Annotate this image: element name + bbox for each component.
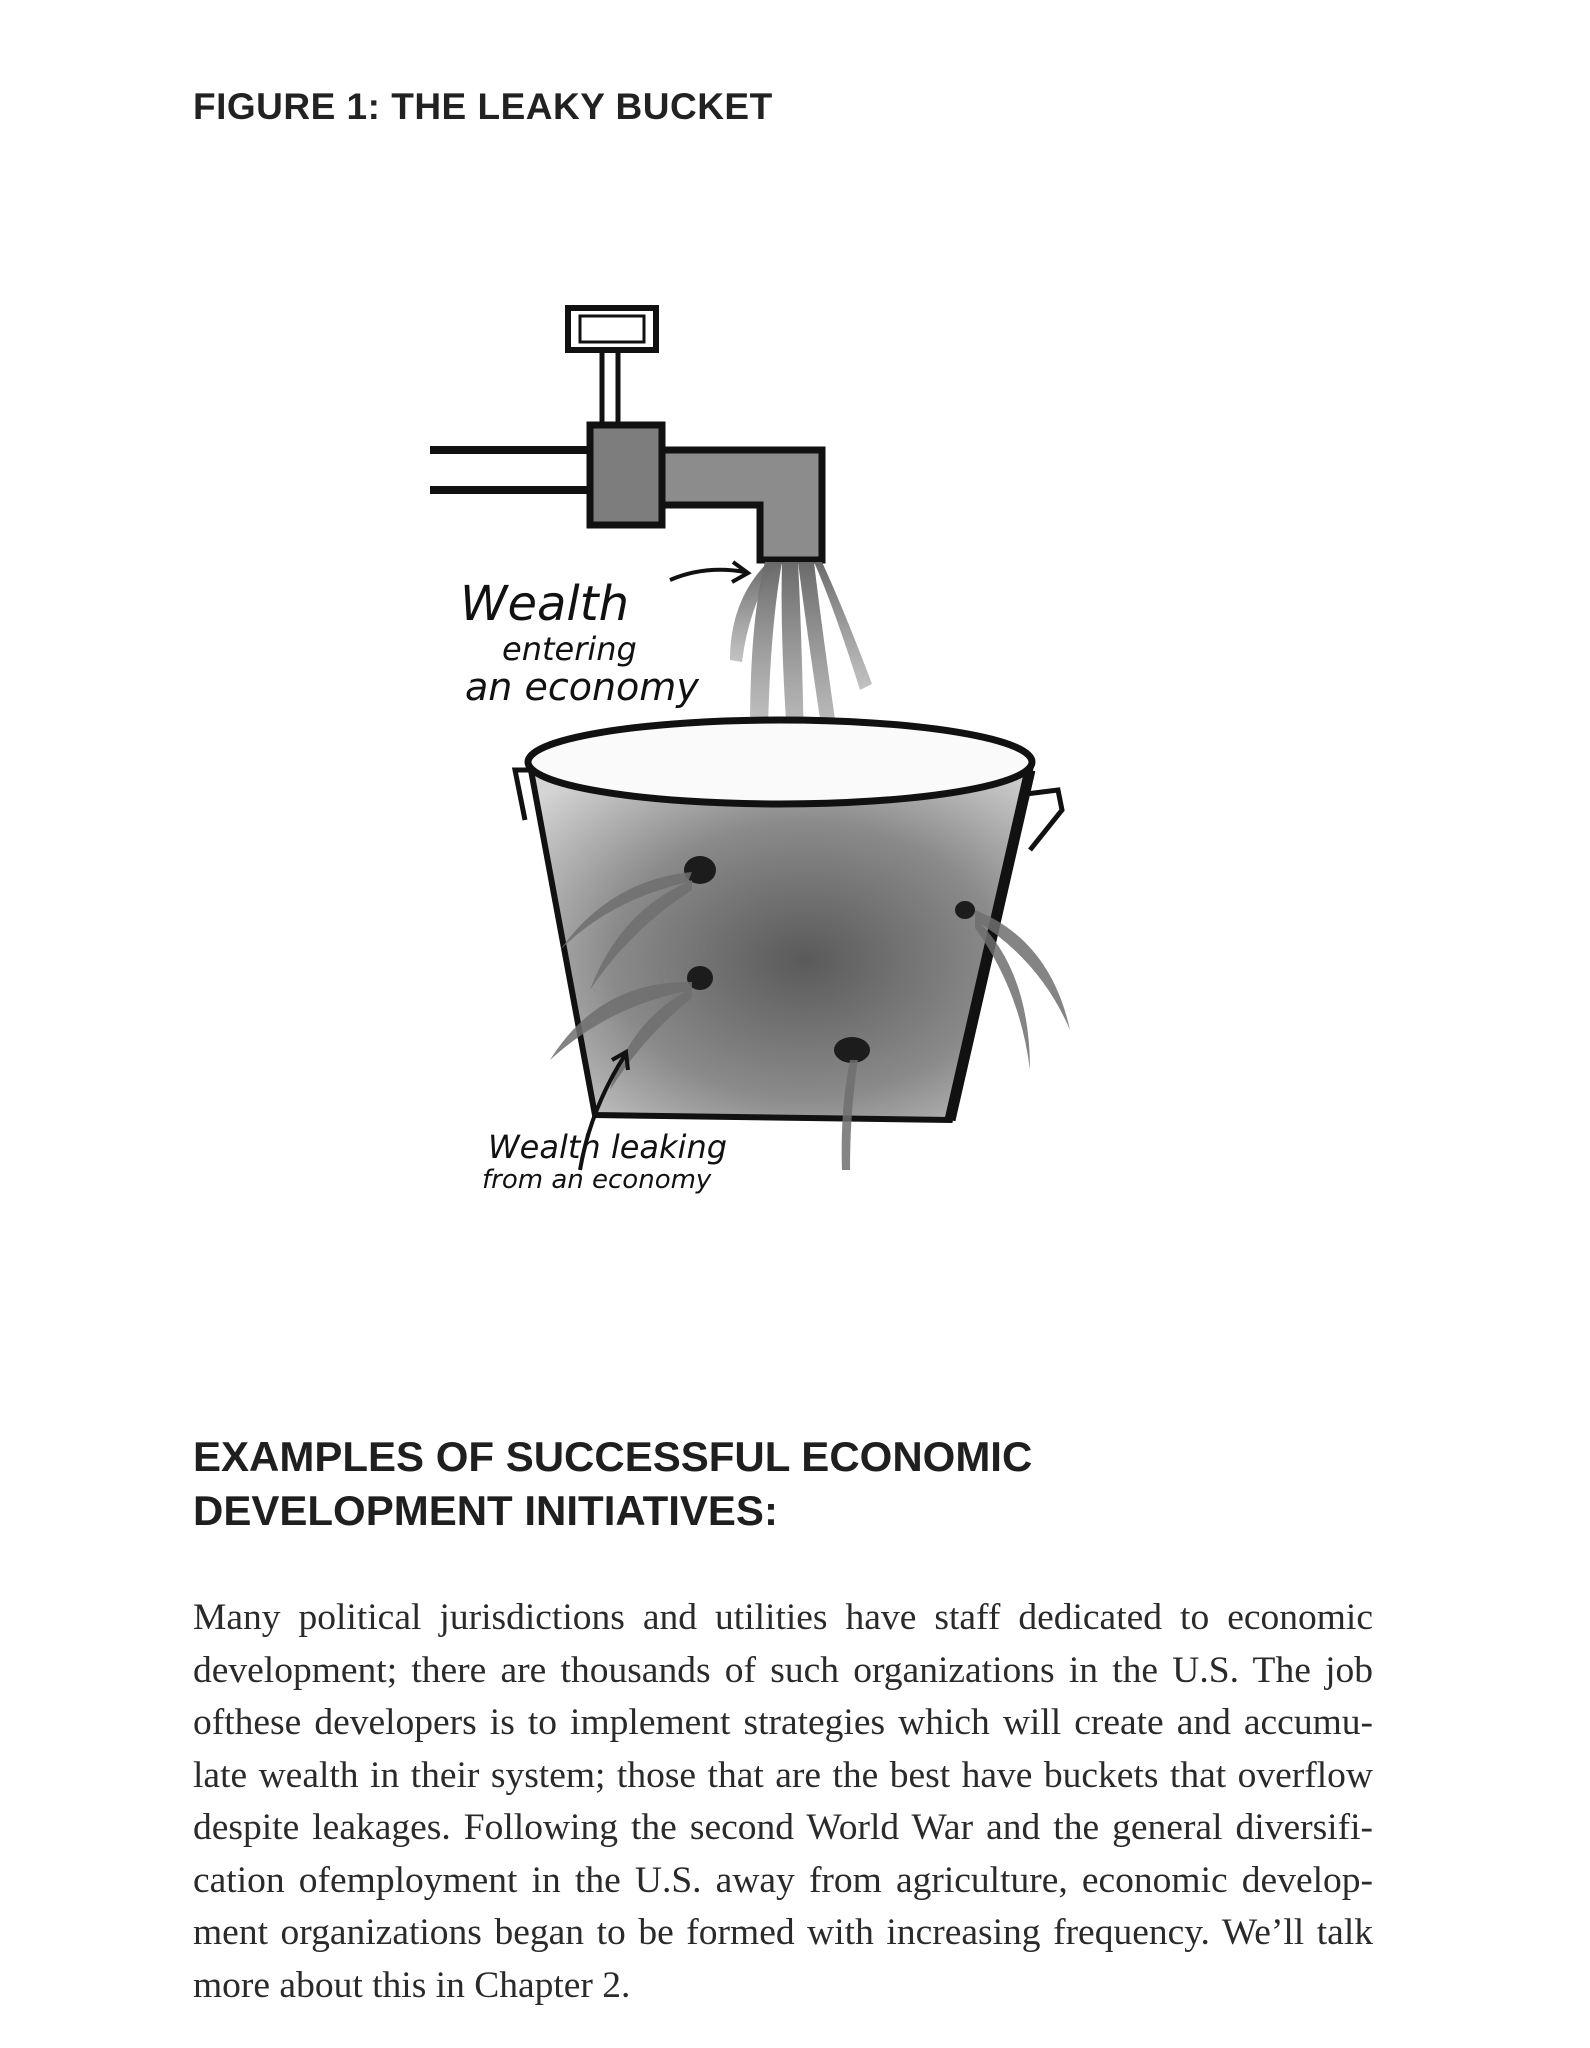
annotation-entering-line1: Wealth [460, 576, 629, 632]
annotation-leaking-line2: from an economy [482, 1165, 712, 1195]
bucket-icon [530, 765, 1030, 1120]
faucet-icon [430, 308, 822, 560]
annotation-leaking-line1: Wealth leaking [488, 1128, 728, 1166]
annotation-entering-line2: entering [502, 630, 637, 668]
section-heading [193, 1430, 1393, 1538]
paragraph-line: development; there are thousands of such organizations in the U.S. The job [193, 1649, 1373, 1691]
annotation-entering-line3: an economy [465, 665, 699, 709]
figure-caption: FIGURE 1: THE LEAKY BUCKET [193, 86, 773, 127]
section-heading-line: EXAMPLES OF SUCCESSFUL ECONOMIC [193, 1433, 1033, 1480]
paragraph-line: despite leakages. Following the second World War and the general diversifi- [193, 1807, 1373, 1848]
body-paragraph [193, 1592, 1373, 2012]
paragraph-line: cation ofemployment in the U.S. away from agriculture, economic develop- [193, 1859, 1373, 1901]
section-heading-line: DEVELOPMENT INITIATIVES: [193, 1487, 778, 1534]
paragraph-line: late wealth in their system; those that are the best have buckets that overflow [193, 1754, 1373, 1796]
paragraph-line: ment organizations began to be formed with increasing frequency. We’ll talk [193, 1912, 1373, 1953]
paragraph-line: ofthese developers is to implement strategies which will create and accumu- [193, 1702, 1373, 1743]
leaky-bucket-illustration [430, 290, 1130, 1250]
paragraph-line: Many political jurisdictions and utilities have staff dedicated to economic [193, 1597, 1373, 1638]
paragraph-line: more about this in Chapter 2. [193, 1964, 631, 2006]
